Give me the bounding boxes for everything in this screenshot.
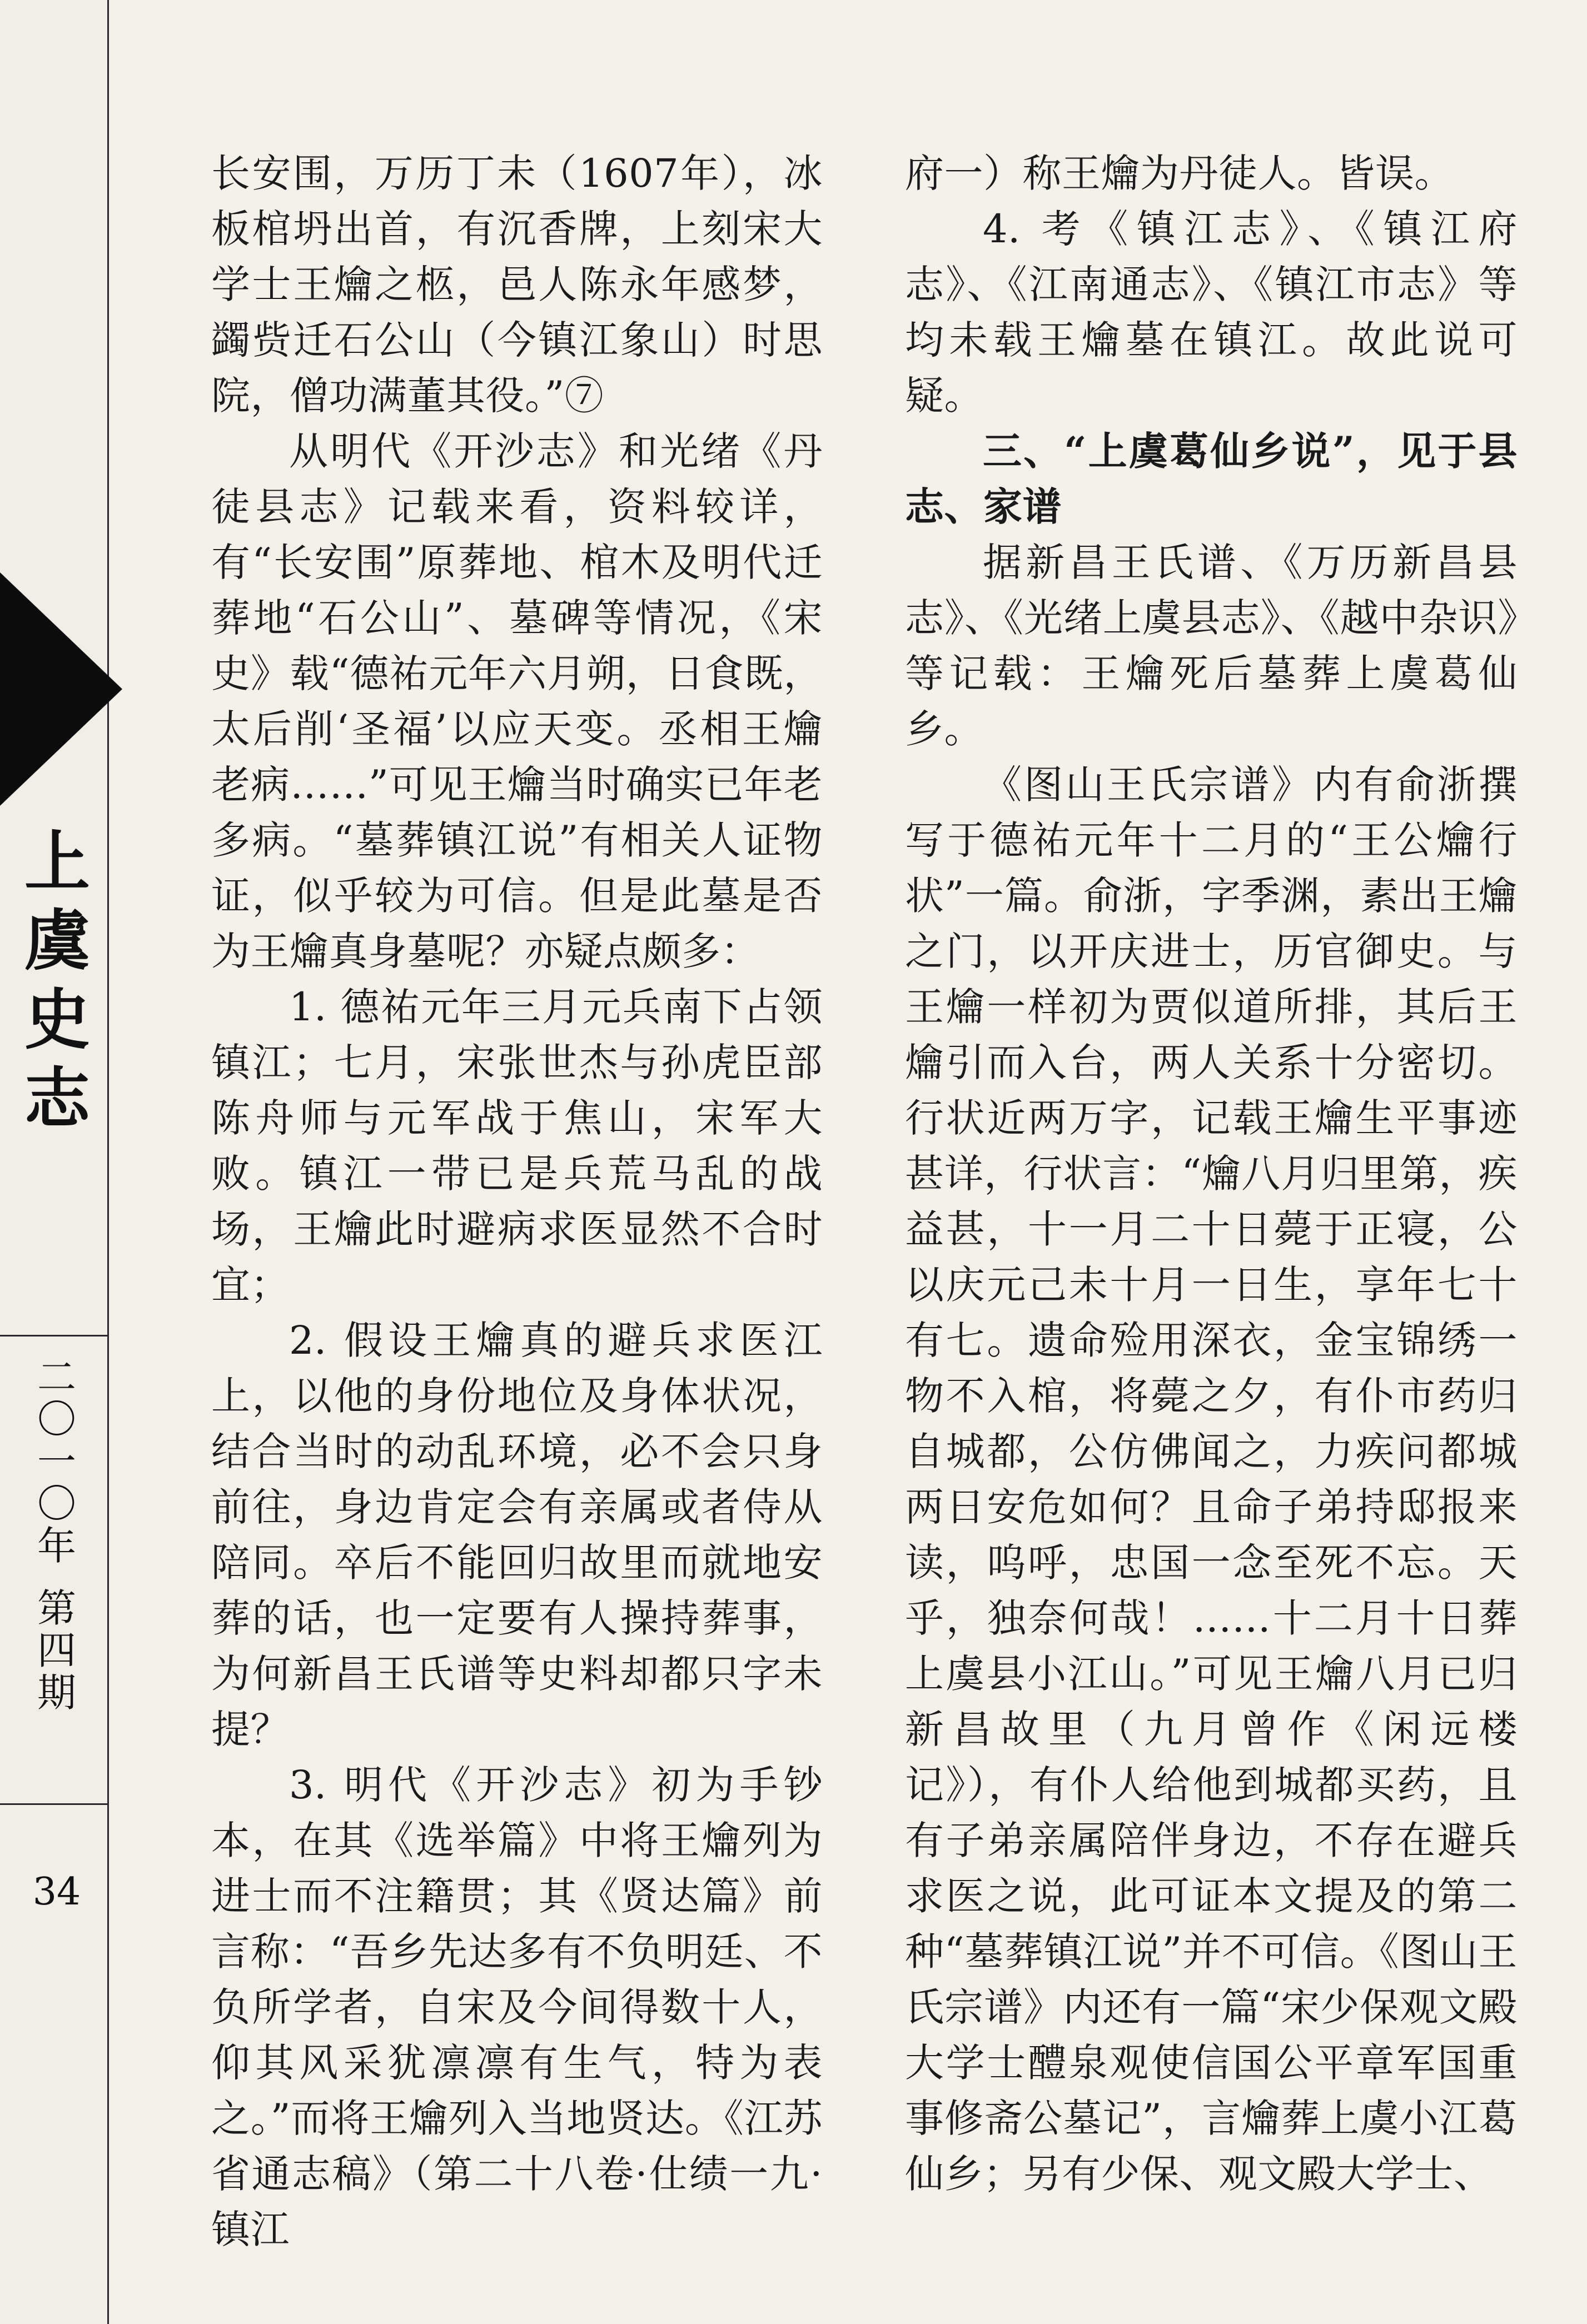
issue-year-char: 一 xyxy=(37,1439,76,1484)
issue-label xyxy=(34,1356,79,1714)
masthead-char: 史 xyxy=(24,981,90,1058)
paragraph: 2. 假设王爚真的避兵求医江上，以他的身份地位及身体状况，结合当时的动乱环境，必不会只身前往，身边肯定会有亲属或者侍从陪同。卒后不能回归故里而就地安葬的话，也一定要有人操持葬事，为何新昌王氏谱等史料却都只字未提？ xyxy=(211,1318,823,1752)
issue-top-rule xyxy=(0,1335,109,1336)
right-text-column xyxy=(905,146,1518,2202)
black-triangle-marker xyxy=(0,572,122,806)
paragraph: 4. 考《镇江志》、《镇江府志》、《江南通志》、《镇江市志》等均未载王爚墓在镇江。故此说可疑。 xyxy=(905,206,1518,418)
paragraph: 据新昌王氏谱、《万历新昌县志》、《光绪上虞县志》、《越中杂识》等记载：王爚死后墓葬上虞葛仙乡。 xyxy=(905,540,1518,752)
issue-number-char: 第 xyxy=(37,1585,76,1631)
paragraph: 3. 明代《开沙志》初为手钞本，在其《选举篇》中将王爚列为进士而不注籍贯；其《贤达篇》前言称：“吾乡先达多有不负明廷、不负所学者，自宋及今间得数十人，仰其风采犹凛凛有生气，特为表之。”而将王爚列入当地贤达。《江苏省通志稿》（第二十八卷·仕绩一九·镇江 xyxy=(211,1762,823,2252)
paragraph: 1. 德祐元年三月元兵南下占领镇江；七月，宋张世杰与孙虎臣部陈舟师与元军战于焦山，宋军大败。镇江一带已是兵荒马乱的战场，王爚此时避病求医显然不合时宜； xyxy=(211,984,823,1308)
masthead-char: 上 xyxy=(24,823,90,900)
paragraph: 府一）称王爚为丹徒人。皆误。 xyxy=(905,151,1454,196)
margin-vertical-rule xyxy=(107,0,109,2324)
masthead-char: 志 xyxy=(24,1060,90,1137)
paragraph: 从明代《开沙志》和光绪《丹徒县志》记载来看，资料较详，有“长安围”原葬地、棺木及明代迁葬地“石公山”、墓碑等情况，《宋史》载“德祐元年六月朔，日食既，太后削‘圣福’以应天变。丞相王爚老病……”可见王爚当时确实已年老多病。“墓葬镇江说”有相关人证物证，似乎较为可信。但是此墓是否为王爚真身墓呢？亦疑点颇多： xyxy=(211,428,823,974)
page-number: 34 xyxy=(32,1870,81,1914)
issue-year-char: 〇 xyxy=(37,1481,76,1527)
page-number-rule xyxy=(0,1803,109,1805)
issue-year-char: 〇 xyxy=(37,1397,76,1442)
masthead-char: 虞 xyxy=(24,902,90,979)
paragraph: 《图山王氏宗谱》内有俞浙撰写于德祐元年十二月的“王公爚行状”一篇。俞浙，字季渊，素出王爚之门，以开庆进士，历官御史。与王爚一样初为贾似道所排，其后王爚引而入台，两人关系十分密切。行状近两万字，记载王爚生平事迹甚详，行状言：“爚八月归里第，疾益甚，十一月二十日薨于正寝，公以庆元己未十月一日生，享年七十有七。遗命殓用深衣，金宝锦绣一物不入棺，将薨之夕，有仆市药归自城都，公仿佛闻之，力疾问都城两日安危如何？且命子弟持邸报来读，呜呼，忠国一念至死不忘。天乎，独奈何哉！……十二月十日葬上虞县小江山。”可见王爚八月已归新昌故里（九月曾作《闲远楼记》），有仆人给他到城都买药，且有子弟亲属陪伴身边，不存在避兵求医之说，此可证本文提及的第二种“墓葬镇江说”并不可信。《图山王氏宗谱》内还有一篇“宋少保观文殿大学士醴泉观使信国公平章军国重事修斋公墓记”，言爚葬上虞小江葛仙乡；另有少保、观文殿大学士、 xyxy=(905,762,1518,2197)
left-text-column xyxy=(211,146,823,2257)
issue-number-char: 四 xyxy=(37,1628,76,1673)
left-margin-band xyxy=(0,0,108,2324)
paragraph: 长安围，万历丁未（1607年），冰板棺坍出首，有沉香牌，上刻宋大学士王爚之柩，邑人陈永年感梦，蠲赀迁石公山（今镇江象山）时思院，僧功满董其役。”⑦ xyxy=(211,151,823,418)
issue-year-char: 二 xyxy=(37,1354,76,1400)
journal-masthead xyxy=(21,822,93,1138)
section-heading: 三、“上虞葛仙乡说”，见于县志、家谱 xyxy=(905,428,1518,530)
issue-number-char: 期 xyxy=(37,1670,76,1715)
issue-year-char: 年 xyxy=(37,1523,76,1569)
